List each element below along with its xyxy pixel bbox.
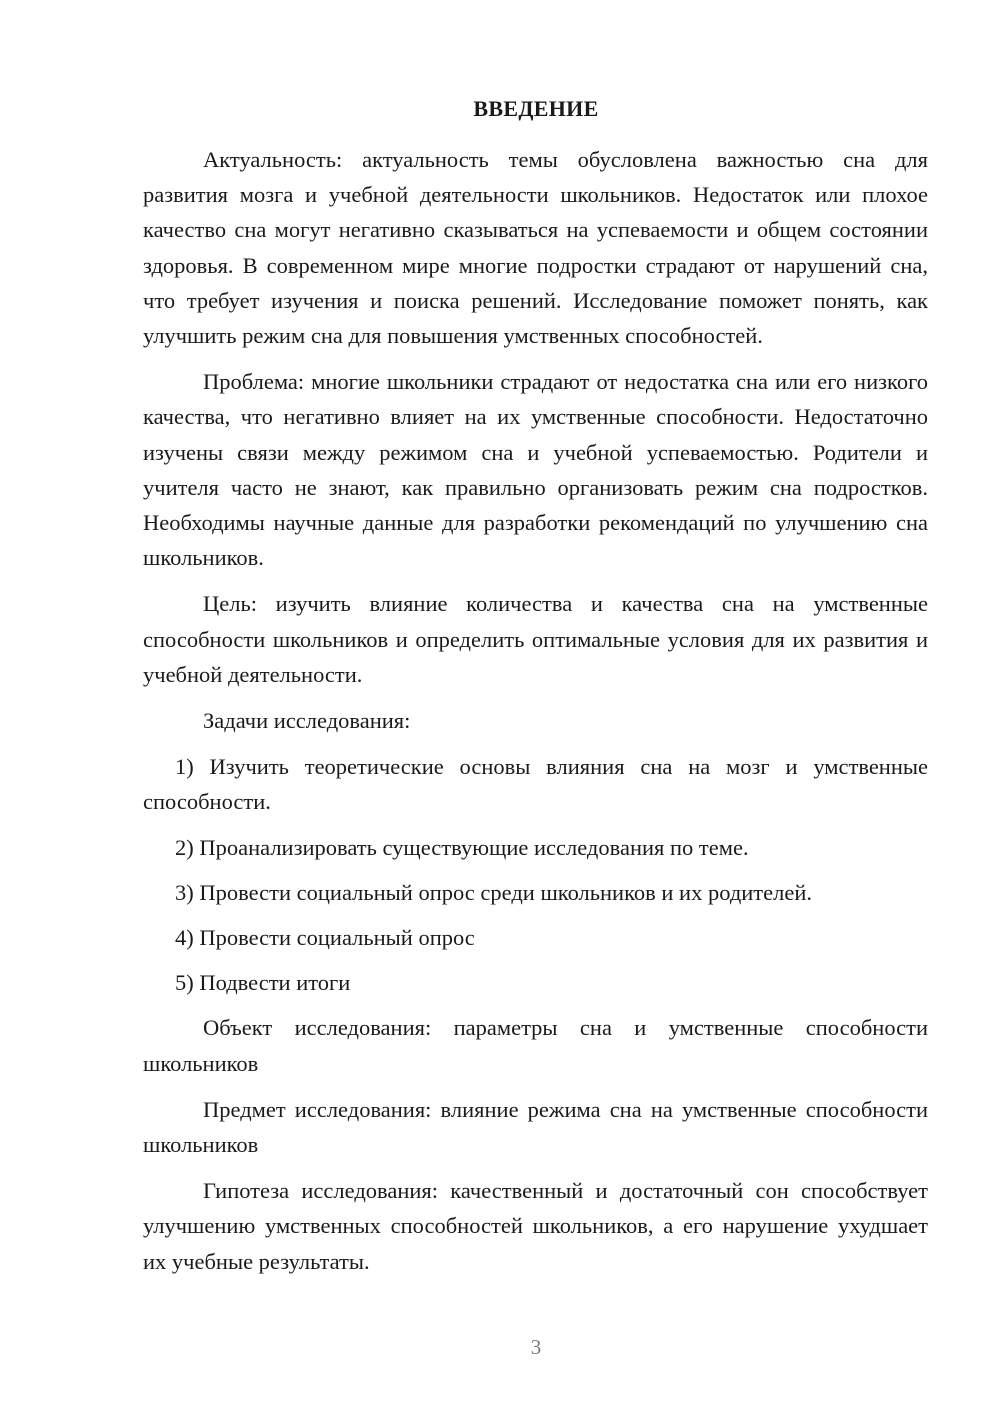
task-item: 4) Провести социальный опрос <box>175 925 475 951</box>
goal-paragraph: Цель: изучить влияние количества и качества сна на умственные способности школьников и определить оптимальные условия для их развития и учебной деятельности. <box>143 591 928 687</box>
task-item: 5) Подвести итоги <box>175 970 351 996</box>
tasks-list <box>143 749 928 1000</box>
document-body <box>143 142 928 1290</box>
tasks-heading: Задачи исследования: <box>203 708 411 734</box>
page-title: ВВЕДЕНИЕ <box>473 96 599 121</box>
task-item: 3) Провести социальный опрос среди школьников и их родителей. <box>175 879 813 905</box>
hypothesis-paragraph: Гипотеза исследования: качественный и достаточный сон способствует улучшению умственных способностей школьников, а его нарушение ухудшает их учебные результаты. <box>143 1178 928 1274</box>
subject-paragraph: Предмет исследования: влияние режима сна на умственные способности школьников <box>143 1096 928 1158</box>
task-item: 2) Проанализировать существующие исследования по теме. <box>175 834 749 860</box>
page-number: 3 <box>530 1335 542 1359</box>
object-paragraph: Объект исследования: параметры сна и умственные способности школьников <box>143 1015 928 1076</box>
relevance-paragraph: Актуальность: актуальность темы обусловлена важностью сна для развития мозга и учебной деятельности школьников. Недостаток или плохое качество сна могут негативно сказываться на успеваемости и общем состоянии здоровья. В современном мире многие подростки страдают от нарушений сна, что требует изучения и поиска решений. Исследование поможет понять, как улучшить режим сна для повышения умственных способностей. <box>143 147 928 349</box>
task-item: 1) Изучить теоретические основы влияния сна на мозг и умственные способности. <box>143 754 928 815</box>
problem-paragraph: Проблема: многие школьники страдают от недостатка сна или его низкого качества, что негативно влияет на их умственные способности. Недостаточно изучены связи между режимом сна и учебной успеваемостью. Родители и учителя часто не знают, как правильно организовать режим сна подростков. Необходимы научные данные для разработки рекомендаций по улучшению сна школьников. <box>143 369 928 571</box>
